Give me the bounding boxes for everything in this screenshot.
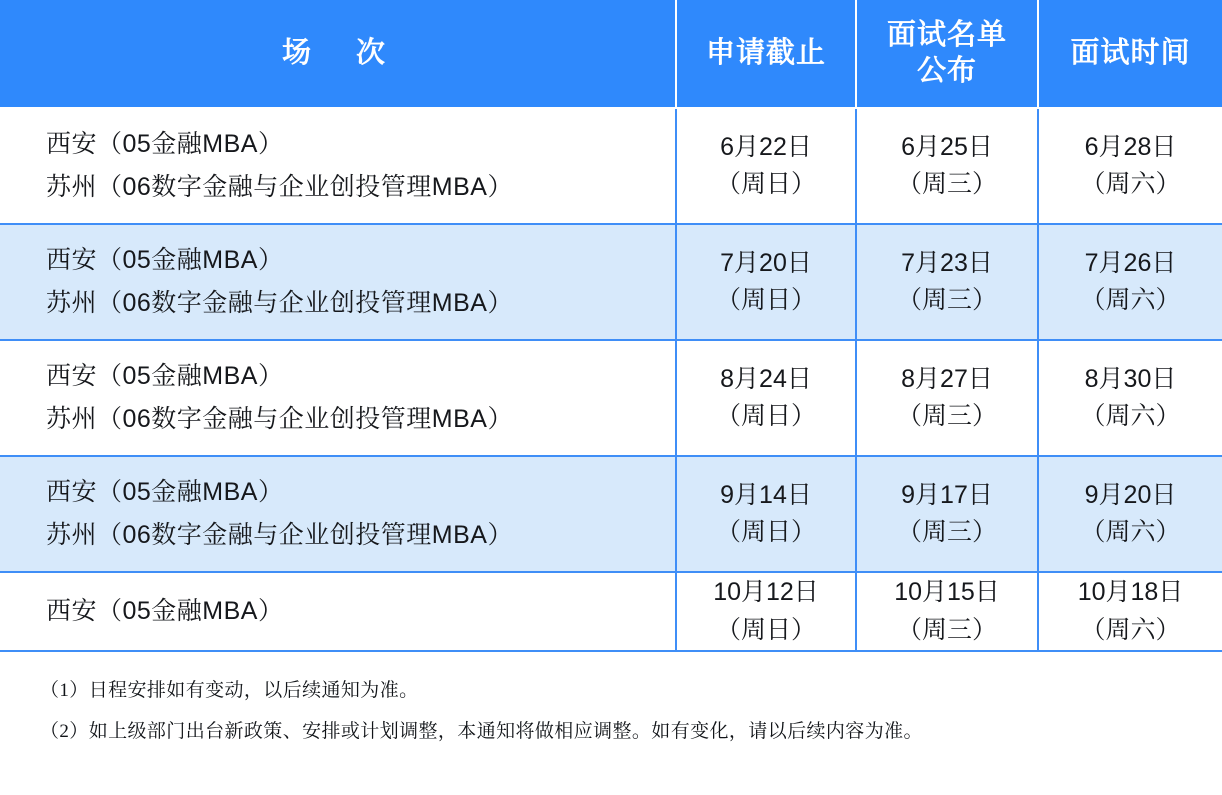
- deadline-weekday: （周日）: [715, 518, 816, 546]
- table-row: [0, 340, 1222, 456]
- table-row: [0, 224, 1222, 340]
- table-header-row: [0, 0, 1222, 108]
- notes-block: [0, 652, 1222, 760]
- deadline-date: 8月24日: [720, 364, 812, 393]
- list-date: 10月15日: [894, 578, 1000, 606]
- deadline-weekday: （周日）: [715, 402, 816, 430]
- cell-session: [0, 456, 676, 572]
- note-item: （1）日程安排如有变动，以后续通知为准。: [40, 680, 419, 701]
- deadline-date: 9月14日: [720, 480, 812, 509]
- cell-interview-time: [1038, 224, 1222, 340]
- session-line: 西安（05金融MBA）: [46, 246, 284, 274]
- session-line: 西安（05金融MBA）: [46, 362, 284, 390]
- interview-weekday: （周六）: [1080, 286, 1181, 314]
- deadline-weekday: （周日）: [715, 615, 816, 644]
- session-line: 西安（05金融MBA）: [46, 478, 284, 506]
- list-date: 7月23日: [901, 248, 993, 277]
- deadline-weekday: （周日）: [715, 286, 816, 314]
- column-header-interview-time: 面试时间: [1038, 0, 1222, 108]
- cell-application-deadline: [676, 224, 856, 340]
- list-date: 8月27日: [901, 364, 993, 393]
- deadline-weekday: （周日）: [715, 170, 816, 198]
- cell-list-announcement: [856, 108, 1038, 224]
- column-header-application-deadline: 申请截止: [676, 0, 856, 108]
- interview-date: 8月30日: [1084, 364, 1177, 393]
- interview-date: 7月26日: [1084, 248, 1177, 277]
- deadline-date: 7月20日: [720, 248, 812, 277]
- cell-application-deadline: [676, 108, 856, 224]
- cell-list-announcement: [856, 456, 1038, 572]
- session-line: 苏州（06数字金融与企业创投管理MBA）: [46, 289, 513, 317]
- session-line: 西安（05金融MBA）: [46, 597, 284, 625]
- session-line: 苏州（06数字金融与企业创投管理MBA）: [46, 173, 513, 201]
- column-header-session: 场 次: [0, 0, 676, 108]
- list-weekday: （周三）: [896, 170, 997, 198]
- cell-application-deadline: [676, 572, 856, 651]
- list-weekday: （周三）: [896, 402, 997, 430]
- column-header-list-line1: 面试名单: [886, 19, 1007, 52]
- table-row: [0, 572, 1222, 651]
- table-row: [0, 108, 1222, 224]
- cell-interview-time: [1038, 108, 1222, 224]
- list-weekday: （周三）: [896, 286, 997, 314]
- list-date: 9月17日: [901, 480, 993, 509]
- cell-session: [0, 224, 676, 340]
- list-weekday: （周三）: [896, 518, 997, 546]
- interview-weekday: （周六）: [1080, 518, 1181, 546]
- deadline-date: 6月22日: [720, 132, 812, 161]
- table-row: [0, 456, 1222, 572]
- list-weekday: （周三）: [896, 615, 997, 644]
- cell-session: [0, 340, 676, 456]
- cell-session: [0, 108, 676, 224]
- list-date: 6月25日: [901, 132, 993, 161]
- session-line: 西安（05金融MBA）: [46, 130, 284, 158]
- notes-row: [0, 651, 1222, 760]
- interview-weekday: （周六）: [1080, 402, 1181, 430]
- interview-weekday: （周六）: [1080, 615, 1181, 644]
- column-header-list-line2: 公布: [916, 54, 977, 87]
- interview-date: 10月18日: [1077, 578, 1184, 606]
- table-header: [0, 0, 1222, 108]
- cell-application-deadline: [676, 456, 856, 572]
- cell-session: [0, 572, 676, 651]
- interview-date: 6月28日: [1084, 132, 1177, 161]
- cell-interview-time: [1038, 572, 1222, 651]
- cell-application-deadline: [676, 340, 856, 456]
- session-line: 苏州（06数字金融与企业创投管理MBA）: [46, 521, 513, 549]
- interview-date: 9月20日: [1084, 480, 1177, 509]
- notes-cell: [0, 651, 1222, 760]
- cell-list-announcement: [856, 340, 1038, 456]
- session-line: 苏州（06数字金融与企业创投管理MBA）: [46, 405, 513, 433]
- note-item: （2）如上级部门出台新政策、安排或计划调整，本通知将做相应调整。如有变化，请以后续内容为准。: [40, 721, 923, 742]
- interview-weekday: （周六）: [1080, 170, 1181, 198]
- cell-list-announcement: [856, 224, 1038, 340]
- table-body: [0, 108, 1222, 760]
- cell-interview-time: [1038, 456, 1222, 572]
- cell-interview-time: [1038, 340, 1222, 456]
- deadline-date: 10月12日: [713, 578, 819, 606]
- cell-list-announcement: [856, 572, 1038, 651]
- column-header-interview-list-announcement: [856, 0, 1038, 108]
